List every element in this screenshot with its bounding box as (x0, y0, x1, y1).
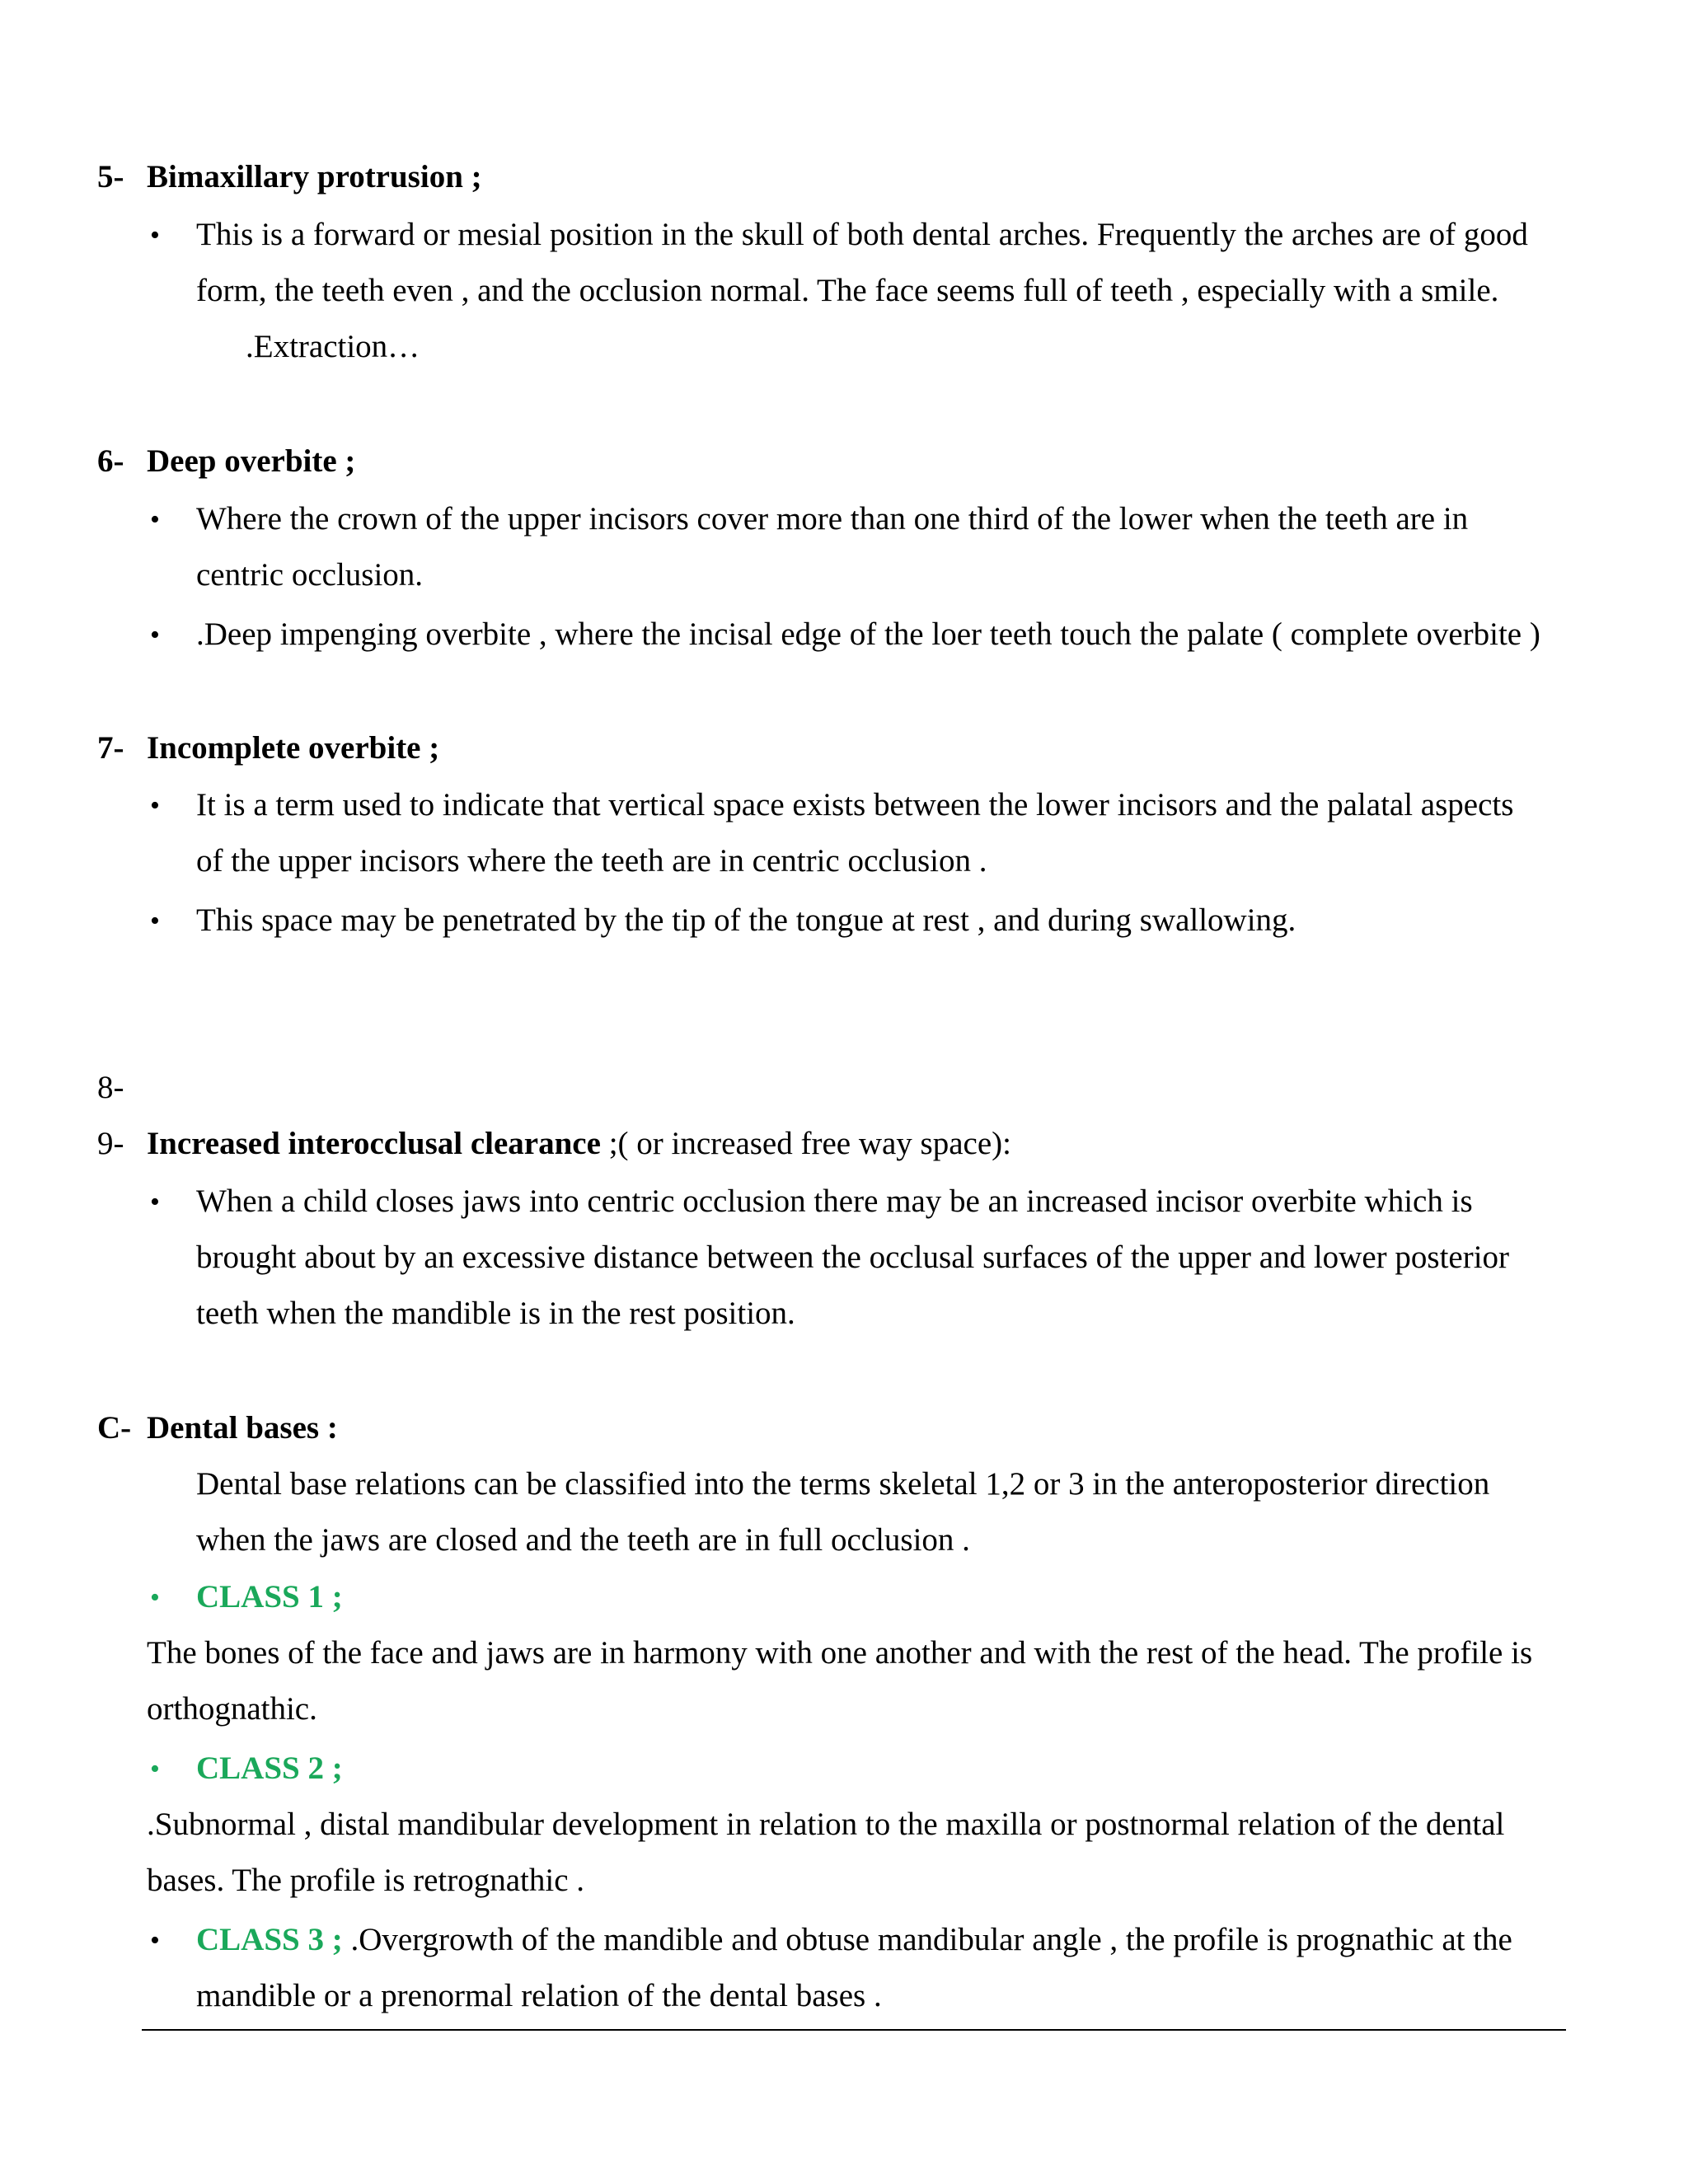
class-2-text-line: bases. The profile is retrognathic . (147, 1863, 585, 1898)
section-5-text-line: .Extraction… (246, 329, 420, 364)
section-7-text-line: This space may be penetrated by the tip of the tongue at rest , and during swallowing. (196, 902, 1296, 938)
section-9-text-line: teeth when the mandible is in the rest position. (196, 1296, 795, 1331)
section-6-text-line: Where the crown of the upper incisors cover more than one third of the lower when the teeth are in (196, 501, 1469, 537)
section-c-number: C- (97, 1410, 132, 1446)
section-5-number: 5- (97, 159, 124, 194)
class-1-text-line: The bones of the face and jaws are in harmony with one another and with the rest of the head. The profile is (147, 1635, 1533, 1671)
class-3-text: .Overgrowth of the mandible and obtuse mandibular angle , the profile is prognathic at the (342, 1922, 1512, 1957)
section-9-heading-bold: Increased interocclusal clearance (147, 1126, 601, 1161)
section-c-heading: Dental bases : (147, 1410, 338, 1446)
section-7-text-line: It is a term used to indicate that vertical space exists between the lower incisors and the palatal aspects (196, 787, 1514, 823)
bullet-icon: • (150, 790, 160, 821)
section-6-text-line: .Deep impenging overbite , where the incisal edge of the loer teeth touch the palate ( complete overbite ) (196, 616, 1540, 652)
section-7-number: 7- (97, 730, 124, 766)
section-5-text-line: This is a forward or mesial position in the skull of both dental arches. Frequently the arches are of good (196, 217, 1528, 252)
bullet-icon: • (150, 1754, 160, 1784)
class-1-text-line: orthognathic. (147, 1691, 317, 1727)
class-3-label: CLASS 3 ; (196, 1922, 343, 1957)
section-6-heading: Deep overbite ; (147, 443, 356, 479)
section-9-text-line: brought about by an excessive distance between the occlusal surfaces of the upper and lower posterior (196, 1240, 1510, 1275)
section-8-number: 8- (97, 1070, 124, 1105)
class-3-text-line: mandible or a prenormal relation of the dental bases . (196, 1978, 882, 2013)
class-1-label: CLASS 1 ; (196, 1579, 343, 1615)
bullet-icon: • (150, 1582, 160, 1613)
bullet-icon: • (150, 1925, 160, 1956)
class-2-text-line: .Subnormal , distal mandibular development in relation to the maxilla or postnormal relation of the dental (147, 1807, 1505, 1842)
section-5-text-line: form, the teeth even , and the occlusion normal. The face seems full of teeth , especially with a smile. (196, 273, 1499, 308)
section-7-text-line: of the upper incisors where the teeth are in centric occlusion . (196, 843, 987, 879)
section-9-number: 9- (97, 1126, 124, 1161)
section-9-heading (147, 1127, 1011, 1160)
section-7-heading: Incomplete overbite ; (147, 730, 440, 766)
bullet-icon: • (150, 906, 160, 936)
section-9-heading-rest: ;( or increased free way space): (608, 1126, 1011, 1161)
section-6-text-line: centric occlusion. (196, 557, 424, 593)
section-c-intro-line: when the jaws are closed and the teeth are in full occlusion . (196, 1522, 970, 1558)
section-5-heading: Bimaxillary protrusion ; (147, 159, 482, 194)
section-6-number: 6- (97, 443, 124, 479)
bullet-icon: • (150, 220, 160, 251)
class-3-line (196, 1924, 1512, 1956)
bullet-icon: • (150, 1187, 160, 1217)
footer-divider (142, 2029, 1566, 2031)
class-2-label: CLASS 2 ; (196, 1750, 343, 1786)
section-9-text-line: When a child closes jaws into centric occlusion there may be an increased incisor overbite which is (196, 1183, 1473, 1219)
section-c-intro-line: Dental base relations can be classified into the terms skeletal 1,2 or 3 in the anteroposterior direction (196, 1466, 1490, 1502)
bullet-icon: • (150, 504, 160, 535)
bullet-icon: • (150, 620, 160, 650)
